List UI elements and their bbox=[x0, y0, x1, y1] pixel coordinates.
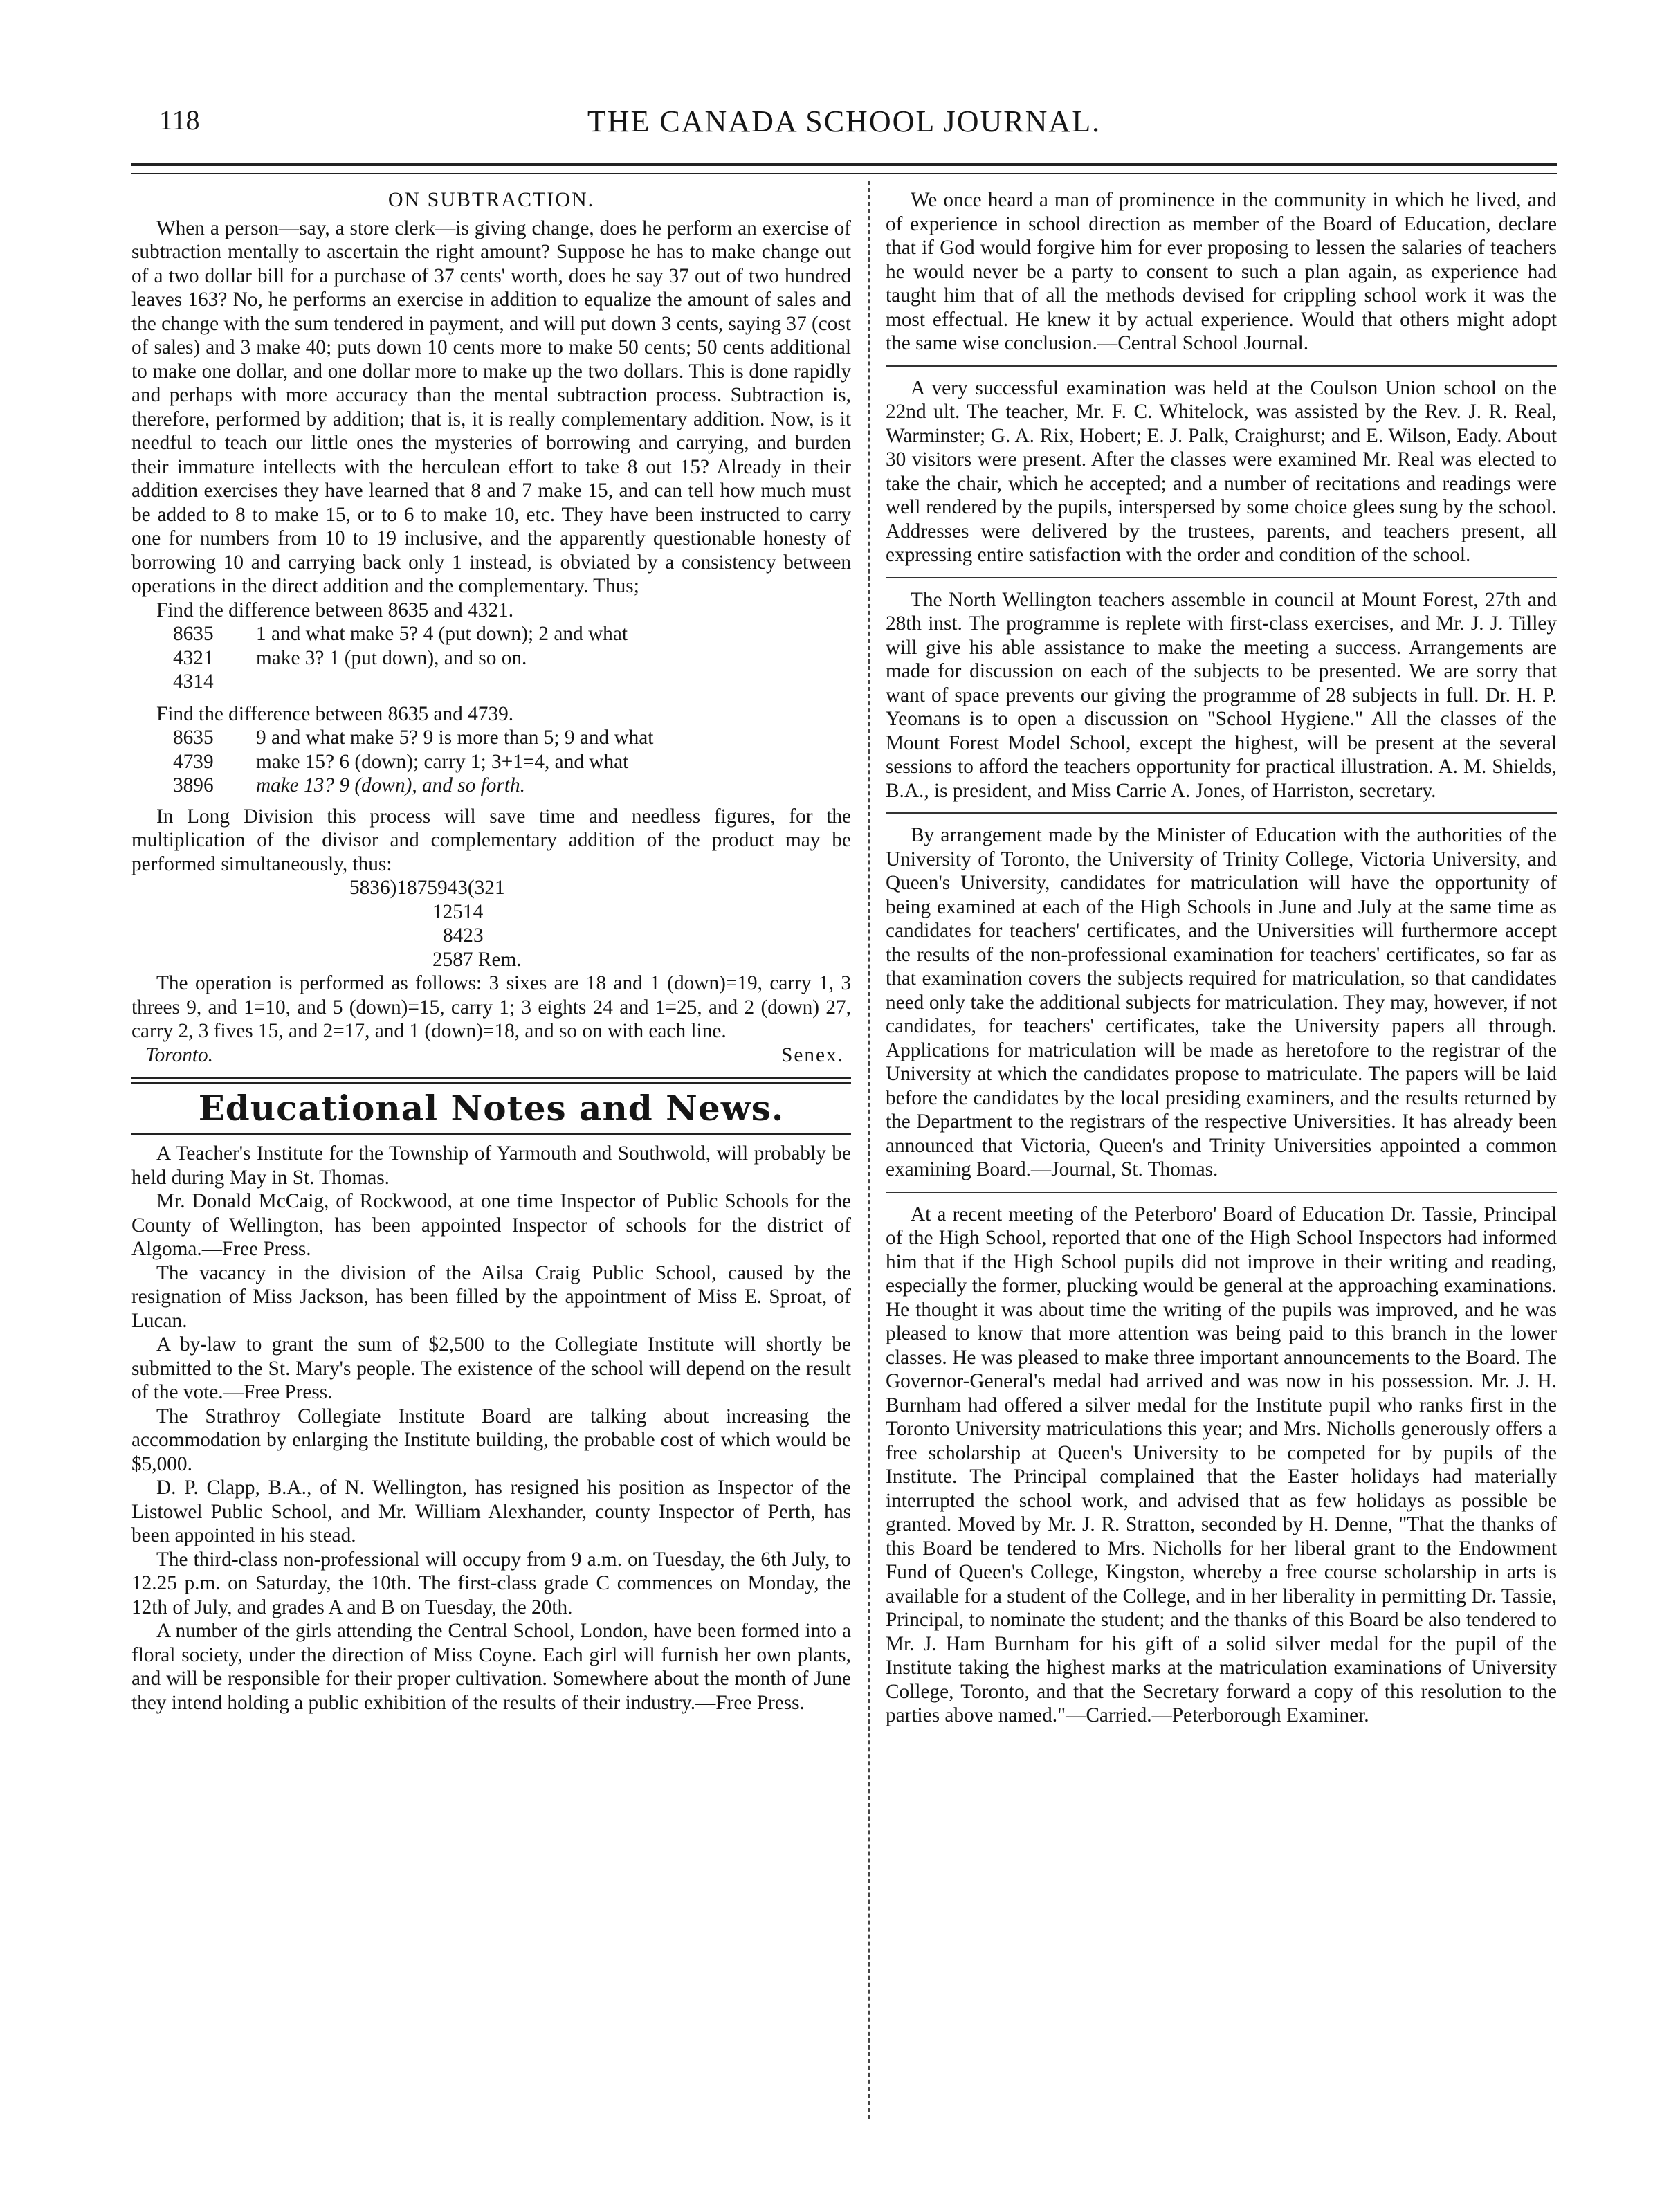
example1-intro: Find the difference between 8635 and 4321. bbox=[156, 599, 514, 621]
division-line: 12514 bbox=[432, 900, 484, 923]
example1-minuend: 8635 bbox=[173, 623, 214, 645]
section-rule bbox=[131, 1077, 851, 1079]
operation-paragraph: The operation is performed as follows: 3 sixes are 18 and 1 (down)=19, carry 1, 3 threes 9, and 1=10, and 5 (down)=15, carry 1; 3 eights 24 and 1=25, and 2 (down) 27, carry 2, 3 fives 15, and 2=17, and 1 (down)=18, and so on with each line. bbox=[131, 972, 851, 1042]
news-item: A by-law to grant the sum of $2,500 to the Collegiate Institute will shortly be submitted to the St. Mary's people. The existence of the school will depend on the result of the vote.—Free Press. bbox=[131, 1333, 851, 1403]
signature-place: Toronto. bbox=[145, 1043, 213, 1066]
page-number: 118 bbox=[159, 104, 200, 136]
example2-row bbox=[131, 750, 851, 774]
news-paragraph: By arrangement made by the Minister of Education with the authorities of the University of Toronto, the University of Trinity College, Victoria University, and Queen's University, candidates for matriculation will have the opportunity of being examined at each of the High Schools in June and July at the same time as candidates for teachers' certificates, and the Universities will furthermore accept the results of the non-professional examination for teachers' certificates, so far as that examination covers the subjects required for matriculation, so that candidates need only take the additional subjects for matriculation. They may, however, if not candidates, for teachers' certificates, take the University papers all through. Applications for matriculation will be made as heretofore to the registrar of the University at which the candidates propose to matriculate. The papers will be laid before the candidates by the local presiding examiners, and the results returned by the Department to the registrars of the respective Universities. It has already been announced that Victoria, Queen's and Trinity Universities appointed a common examining Board.—Journal, St. Thomas. bbox=[886, 824, 1557, 1180]
news-paragraph: We once heard a man of prominence in the community in which he lived, and of experience in school direction as member of the Board of Education, declare that if God would forgive him for ever proposing to lessen the salaries of teachers he would never be a party to consent to such a plan again, as experience had taught him that of all the methods devised for crippling school work it was the most effectual. He knew it by actual experience. Would that others might adopt the same wise conclusion.—Central School Journal. bbox=[886, 189, 1557, 354]
news-paragraph: At a recent meeting of the Peterboro' Board of Education Dr. Tassie, Principal of the High School, reported that one of the High School Inspectors had informed him that if the High School pupils did not improve in their writing and reading, especially the former, plucking would be general at the approaching examinations. He thought it was about time the writing of the pupils was improved, and he was pleased to know that more attention was being paid to this branch in the lower classes. He was pleased to make three important announcements to the Board. The Governor-General's medal had arrived and was now in his possession. Mr. J. H. Burnham had offered a silver medal for the Institute pupil who ranks first in the Toronto University matriculations this year; and Mrs. Nicholls generously offers a free scholarship at Queen's University to be competed for by pupils of the Institute. The Principal complained that the Easter holidays had materially interrupted the school work, and advised that as few holidays as possible be granted. Moved by Mr. J. R. Stratton, seconded by H. Denne, "That the thanks of this Board be tendered to Mrs. Nicholls for her liberal grant to the Endowment Fund of Queen's College, Kingston, whereby a free course scholarship in arts is available for a student of the College, and in her liberality in permitting Dr. Tassie, Principal, to nominate the student; and the thanks of this Board be also tendered to Mr. J. Ham Burnham for his gift of a solid silver medal for the pupil of the Institute taking the highest marks at the matriculation examinations of University College, Toronto, and that the Secretary forward a copy of this resolution to the parties above named."—Carried.—Peterborough Examiner. bbox=[886, 1203, 1557, 1726]
subtraction-paragraph: When a person—say, a store clerk—is giving change, does he perform an exercise of subtraction mentally to ascertain the right amount? Suppose he has to make change out of a two dollar bill for a purchase of 37 cents' worth, does he say 37 out of two hundred leaves 163? No, he performs an exercise in addition to equalize the amount of sales and the change with the sum tendered in payment, and will put down 3 cents, saying 37 (cost of sales) and 3 make 40; puts down 10 cents more to make 50 cents; 50 cents additional to make one dollar, and one dollar more to make up the two dollars. This is done rapidly and perhaps with more accuracy than the mental subtraction process. Subtraction is, therefore, performed by addition; that is, it is really complementary addition. Now, is it needful to teach our little ones the mysteries of borrowing and carrying, and burden their immature intellects with the herculean effort to take 8 out 15? Already in their addition exercises they have learned that 8 and 7 make 15, and can tell how much must be added to 8 to make 15, or to 6 to make 10, etc. They have been instructed to carry one for numbers from 10 to 19 inclusive, and the apparently questionable honesty of borrowing 10 and carrying back only 1 instead, is obviated by a consistency between operations in the direct addition and the complementary. Thus; bbox=[131, 217, 851, 597]
news-item: The vacancy in the division of the Ailsa Craig Public School, caused by the resignation of Miss Jackson, has been filled by the appointment of Miss E. Sproat, of Lucan. bbox=[131, 1261, 851, 1332]
separator-rule bbox=[886, 365, 1557, 367]
separator-rule bbox=[886, 812, 1557, 814]
section-rule bbox=[131, 1133, 851, 1135]
example2-row bbox=[131, 726, 851, 750]
example1-step: make 3? 1 (put down), and so on. bbox=[256, 646, 527, 669]
column-divider bbox=[868, 181, 870, 2119]
example1-step: 1 and what make 5? 4 (put down); 2 and what bbox=[256, 623, 628, 645]
signature-author: Senex. bbox=[781, 1043, 844, 1066]
news-item: A Teacher's Institute for the Township of Yarmouth and Southwold, will probably be held during May in St. Thomas. bbox=[131, 1142, 851, 1189]
news-paragraph: The North Wellington teachers assemble in council at Mount Forest, 27th and 28th inst. The programme is replete with first-class exercises, and Mr. J. J. Tilley will give his able assistance to make the meeting a success. Arrangements are made for discussion on each of the subjects to be presented. We are sorry that want of space prevents our giving the programme of 28 subjects in full. Dr. H. P. Yeomans is to open a discussion on "School Hygiene." All the classes of the Mount Forest Model School, except the highest, will be present at the several sessions to afford the teachers opportunity for practical illustration. A. M. Shields, B.A., is president, and Miss Carrie A. Jones, of Harriston, secretary. bbox=[886, 588, 1557, 802]
page-header bbox=[131, 104, 1557, 145]
news-item: D. P. Clapp, B.A., of N. Wellington, has resigned his position as Inspector of the Listowel Public School, and Mr. William Alexhander, county Inspector of Perth, has been appointed in his stead. bbox=[131, 1477, 851, 1546]
division-line: 5836)1875943(321 bbox=[349, 877, 505, 899]
example1-row bbox=[131, 622, 851, 646]
example2-minuend: 8635 bbox=[173, 727, 214, 749]
long-division-paragraph: In Long Division this process will save time and needless figures, for the multiplication of the divisor and complementary addition of the product may be performed simultaneously, thus: bbox=[131, 805, 851, 875]
header-rule-thick bbox=[131, 163, 1557, 166]
example2-step: make 13? 9 (down), and so forth. bbox=[256, 774, 525, 796]
example2-row bbox=[131, 774, 851, 798]
left-column bbox=[131, 188, 851, 1715]
news-item: Mr. Donald McCaig, of Rockwood, at one time Inspector of Public Schools for the County of Wellington, has been appointed Inspector of schools for the district of Algoma.—Free Press. bbox=[131, 1190, 851, 1260]
news-paragraph: A very successful examination was held at the Coulson Union school on the 22nd ult. The teacher, Mr. F. C. Whitelock, was assisted by the Rev. J. R. Real, Warminster; G. A. Rix, Hobert; E. J. Palk, Craighurst; and E. Wilson, Eady. About 30 visitors were present. After the classes were examined Mr. Real was elected to take the chair, which he accepted; and a number of recitations and readings were well rendered by the pupils, interspersed by some choice glees sung by the school. Addresses were delivered by the trustees, parents, and teachers present, all expressing entire satisfaction with the order and condition of the school. bbox=[886, 376, 1557, 566]
example2-result: 3896 bbox=[173, 774, 214, 796]
section-heading: Educational Notes and News. bbox=[198, 1088, 785, 1129]
example1-subtrahend: 4321 bbox=[173, 646, 214, 669]
header-rule-thin bbox=[131, 173, 1557, 174]
division-line: 8423 bbox=[443, 924, 484, 947]
example2-intro: Find the difference between 8635 and 4739. bbox=[156, 702, 514, 725]
signature bbox=[131, 1043, 851, 1068]
example2-subtrahend: 4739 bbox=[173, 750, 214, 773]
right-column bbox=[886, 188, 1557, 1728]
separator-rule bbox=[886, 1192, 1557, 1193]
division-remainder: 2587 Rem. bbox=[432, 948, 522, 971]
example1-row bbox=[131, 646, 851, 670]
news-item: The Strathroy Collegiate Institute Board are talking about increasing the accommodation by enlarging the Institute building, the probable cost of which would be $5,000. bbox=[131, 1405, 851, 1475]
journal-title: THE CANADA SCHOOL JOURNAL. bbox=[587, 104, 1102, 138]
example1-result: 4314 bbox=[173, 670, 214, 693]
example2-step: make 15? 6 (down); carry 1; 3+1=4, and what bbox=[256, 750, 629, 773]
subtraction-title: ON SUBTRACTION. bbox=[387, 188, 595, 211]
example2-step: 9 and what make 5? 9 is more than 5; 9 and what bbox=[256, 727, 654, 749]
news-item: The third-class non-professional will occupy from 9 a.m. on Tuesday, the 6th July, to 12.25 p.m. on Saturday, the 10th. The first-class grade C commences on Monday, the 12th of July, and grades A and B on Tuesday, the 20th. bbox=[131, 1548, 851, 1618]
separator-rule bbox=[886, 577, 1557, 578]
news-item: A number of the girls attending the Central School, London, have been formed into a floral society, under the direction of Miss Coyne. Each girl will furnish her own plants, and will be responsible for their proper cultivation. Somewhere about the month of June they intend holding a public exhibition of the results of their industry.—Free Press. bbox=[131, 1620, 851, 1714]
long-division-example bbox=[131, 876, 851, 971]
